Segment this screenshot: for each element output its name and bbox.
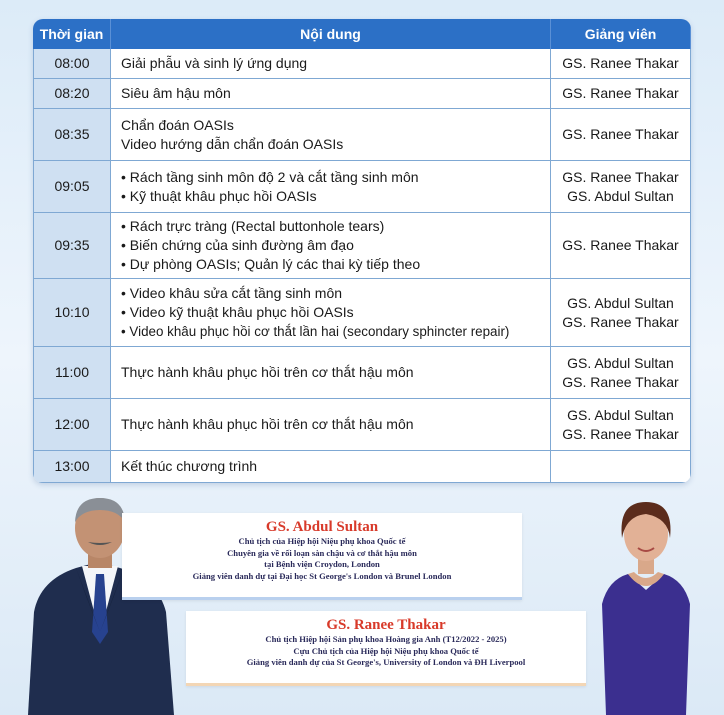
lecturer-name: GS. Ranee Thakar [562, 313, 679, 330]
content-bullet: • Video khâu sửa cắt tầng sinh môn [121, 284, 550, 303]
content-line: Video hướng dẫn chẩn đoán OASIs [121, 135, 344, 152]
row-lecturers [551, 399, 691, 451]
row-time: 13:00 [33, 451, 111, 483]
content-line: Kết thúc chương trình [121, 458, 258, 474]
row-time: 09:05 [33, 161, 111, 213]
lecturer-name: GS. Ranee Thakar [562, 126, 679, 142]
row-time: 09:35 [33, 213, 111, 279]
lecturer-name: GS. Ranee Thakar [562, 373, 679, 390]
lecturer-name: GS. Abdul Sultan [567, 354, 674, 371]
content-bullet: • Kỹ thuật khâu phục hồi OASIs [121, 187, 550, 206]
row-lecturers [551, 347, 691, 399]
speaker-bio-line: tại Bệnh viện Croydon, London [264, 559, 380, 569]
row-content [111, 279, 551, 347]
content-bullet: • Video khâu phục hồi cơ thắt lần hai (secondary sphincter repair) [121, 322, 550, 341]
row-content [111, 79, 551, 109]
row-time: 08:00 [33, 49, 111, 79]
content-line: Thực hành khâu phục hồi trên cơ thắt hậu môn [121, 416, 414, 432]
speaker-name: GS. Abdul Sultan [265, 519, 379, 535]
content-bullet: • Video kỹ thuật khâu phục hồi OASIs [121, 303, 550, 322]
speaker-bio-line: Chủ tịch Hiệp hội Sản phụ khoa Hoàng gia Anh (T12/2022 - 2025) [265, 634, 507, 644]
row-lecturers [551, 109, 691, 161]
lecturer-name: GS. Abdul Sultan [567, 187, 674, 204]
row-content [111, 49, 551, 79]
speaker-bio-line: Giảng viên danh dự của St George's, University of London và ĐH Liverpool [246, 657, 526, 667]
speaker-bio-line: Chủ tịch của Hiệp hội Niệu phụ khoa Quốc tế [238, 536, 406, 546]
content-bullet: • Rách trực tràng (Rectal buttonhole tears) [121, 217, 550, 236]
lecturer-name: GS. Abdul Sultan [567, 294, 674, 311]
lecturer-name: GS. Ranee Thakar [562, 55, 679, 71]
row-content [111, 213, 551, 279]
content-bullet: • Dự phòng OASIs; Quản lý các thai kỳ tiếp theo [121, 255, 550, 274]
lecturer-name: GS. Ranee Thakar [562, 168, 679, 185]
content-bullet: • Rách tầng sinh môn độ 2 và cắt tầng sinh môn [121, 168, 550, 187]
row-content [111, 399, 551, 451]
row-content [111, 109, 551, 161]
content-line: Chẩn đoán OASIs [121, 116, 234, 133]
lecturer-name: GS. Ranee Thakar [562, 85, 679, 101]
row-lecturers [551, 161, 691, 213]
row-lecturers [551, 213, 691, 279]
row-content [111, 347, 551, 399]
header-lecturer: Giảng viên [551, 19, 691, 49]
schedule-table [33, 19, 691, 483]
header-content: Nội dung [111, 19, 551, 49]
row-time: 08:35 [33, 109, 111, 161]
row-lecturers [551, 279, 691, 347]
lecturer-name: GS. Ranee Thakar [562, 425, 679, 442]
speaker-bio-line: Chuyên gia về rối loạn sàn chậu và cơ thắt hậu môn [227, 547, 417, 558]
header-time: Thời gian [33, 19, 111, 49]
row-lecturers [551, 49, 691, 79]
content-line: Thực hành khâu phục hồi trên cơ thắt hậu môn [121, 364, 414, 380]
ranee-thakar-photo [584, 494, 708, 715]
row-lecturers [551, 79, 691, 109]
speaker-bio-line: Cựu Chủ tịch của Hiệp hội Niệu phụ khoa Quốc tế [293, 645, 479, 656]
row-time: 10:10 [33, 279, 111, 347]
row-content [111, 451, 551, 483]
row-time: 08:20 [33, 79, 111, 109]
row-time: 12:00 [33, 399, 111, 451]
speaker-bio-line: Giảng viên danh dự tại Đại học St George's London và Brunel London [192, 570, 452, 581]
content-line: Siêu âm hậu môn [121, 85, 231, 101]
lecturer-name: GS. Abdul Sultan [567, 406, 674, 423]
row-lecturers [551, 451, 691, 483]
lecturer-name: GS. Ranee Thakar [562, 237, 679, 253]
content-line: Giải phẫu và sinh lý ứng dụng [121, 55, 308, 71]
speaker-card-sultan [122, 513, 522, 600]
row-time: 11:00 [33, 347, 111, 399]
speaker-card-thakar [186, 611, 586, 686]
row-content [111, 161, 551, 213]
speaker-name: GS. Ranee Thakar [326, 617, 446, 633]
content-bullet: • Biến chứng của sinh đường âm đạo [121, 236, 550, 255]
